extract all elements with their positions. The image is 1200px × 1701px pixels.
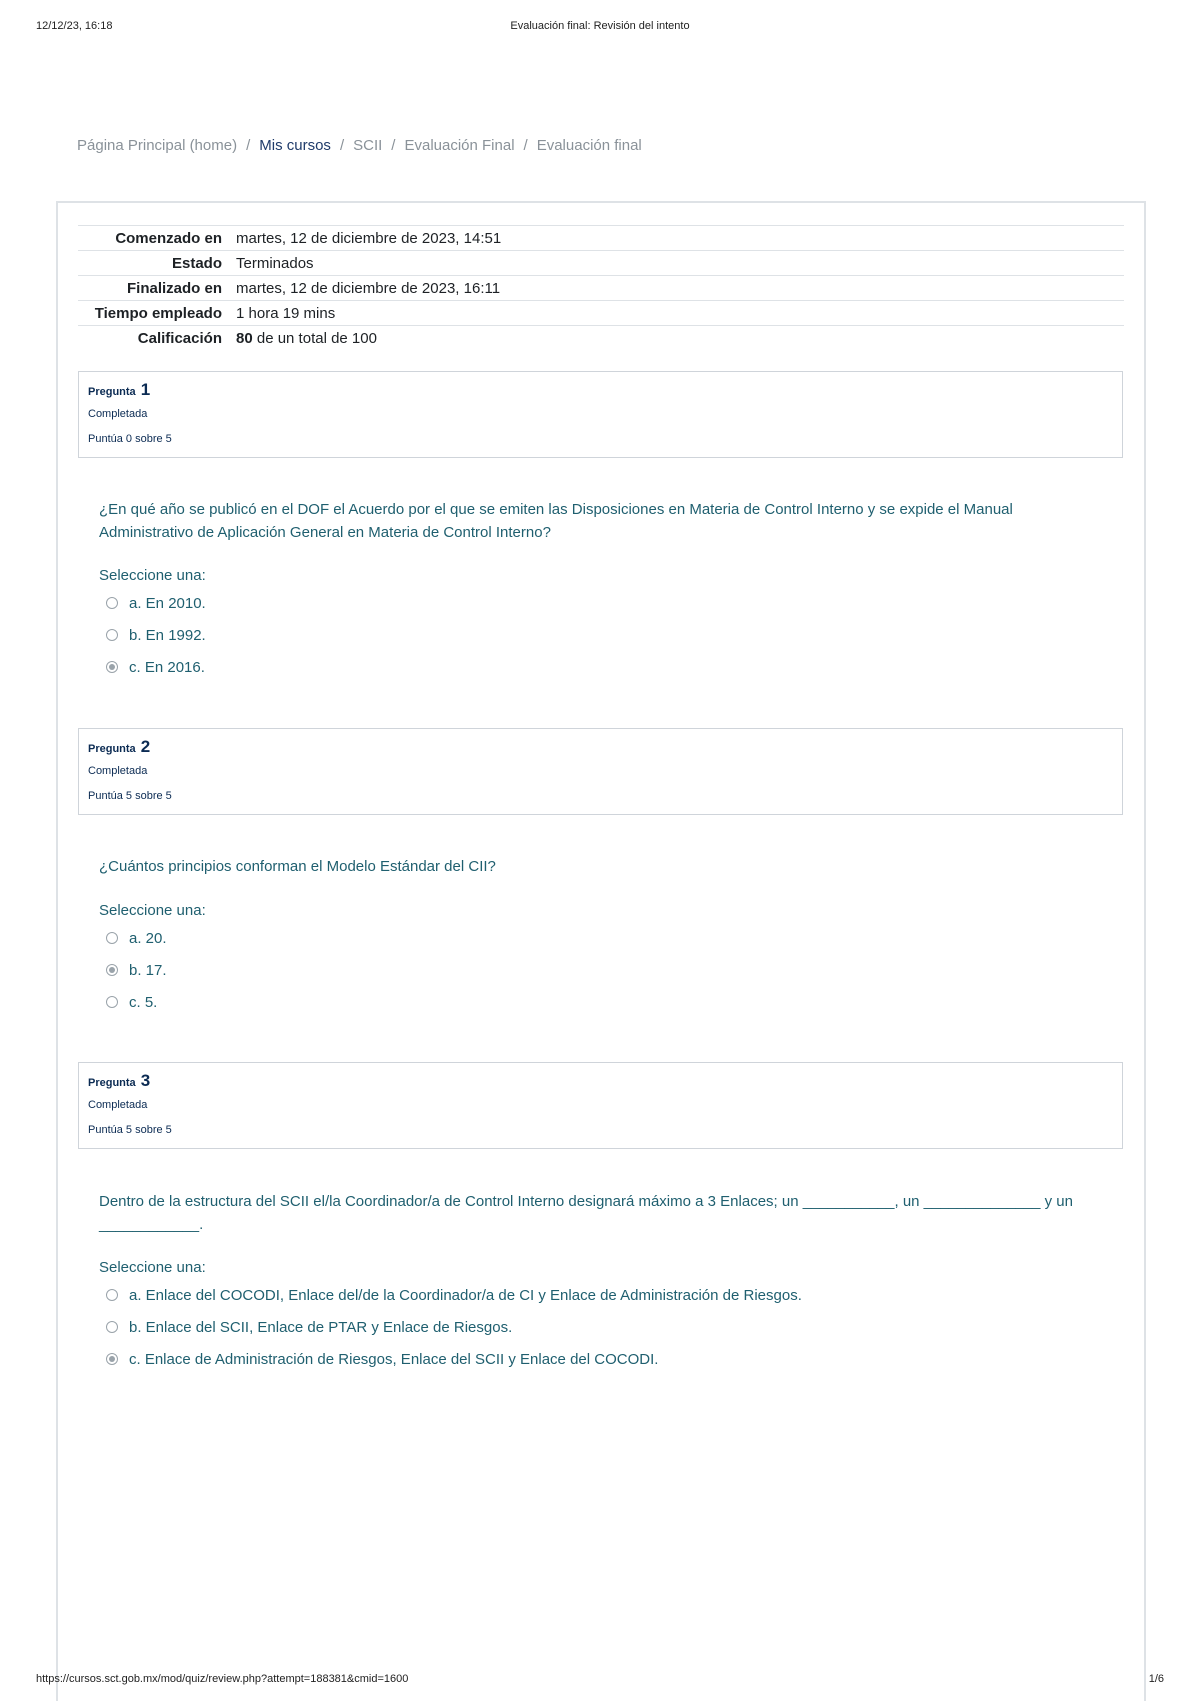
summary-row — [78, 276, 1124, 301]
summary-value: martes, 12 de diciembre de 2023, 14:51 — [236, 229, 502, 247]
radio-button[interactable] — [106, 1289, 118, 1301]
question-state: Completada — [88, 408, 148, 420]
question-info-1 — [78, 371, 1123, 458]
breadcrumb-separator: / — [523, 137, 528, 154]
radio-button[interactable] — [106, 597, 118, 609]
option-label: c. En 2016. — [129, 658, 205, 676]
summary-row — [78, 326, 1124, 351]
option-label: a. Enlace del COCODI, Enlace del/de la Coordinador/a de CI y Enlace de Administración de Riesgos. — [129, 1286, 802, 1304]
print-date: 12/12/23, 16:18 — [36, 20, 113, 32]
option-label: b. 17. — [129, 961, 167, 979]
breadcrumb-separator: / — [391, 137, 396, 154]
breadcrumb — [77, 137, 642, 154]
question-number — [88, 737, 1122, 762]
answer-option[interactable] — [99, 986, 1099, 1018]
summary-label: Tiempo empleado — [94, 304, 222, 322]
option-label: b. Enlace del SCII, Enlace de PTAR y Enlace de Riesgos. — [129, 1318, 513, 1336]
breadcrumb-course[interactable]: SCII — [353, 137, 383, 154]
breadcrumb-section[interactable]: Evaluación Final — [404, 137, 515, 154]
print-url: https://cursos.sct.gob.mx/mod/quiz/review.php?attempt=188381&cmid=1600 — [36, 1673, 409, 1685]
question-grade: Puntúa 5 sobre 5 — [88, 1124, 172, 1136]
answer-option[interactable] — [99, 922, 1099, 954]
answer-option[interactable] — [99, 954, 1099, 986]
radio-button[interactable] — [106, 932, 118, 944]
radio-button[interactable] — [106, 629, 118, 641]
question-info-3 — [78, 1062, 1123, 1149]
question-number-value: 3 — [140, 1071, 151, 1090]
question-number-value: 2 — [140, 737, 151, 756]
answer-option[interactable] — [99, 619, 1099, 651]
select-prompt: Seleccione una: — [99, 902, 206, 919]
print-page-number: 1/6 — [1148, 1673, 1164, 1685]
question-label: Pregunta — [88, 743, 136, 755]
radio-button-selected[interactable] — [106, 661, 118, 673]
breadcrumb-separator: / — [339, 137, 345, 154]
select-prompt: Seleccione una: — [99, 1259, 206, 1276]
option-label: c. Enlace de Administración de Riesgos, Enlace del SCII y Enlace del COCODI. — [129, 1350, 659, 1368]
answer-options-3 — [99, 1279, 1099, 1375]
breadcrumb-home[interactable]: Página Principal (home) — [77, 137, 238, 154]
question-text-2: ¿Cuántos principios conforman el Modelo Estándar del CII? — [99, 858, 496, 875]
question-label: Pregunta — [88, 1077, 136, 1089]
summary-row — [78, 301, 1124, 326]
option-label: a. 20. — [129, 929, 167, 947]
summary-label: Estado — [171, 254, 222, 272]
summary-row — [78, 251, 1124, 276]
breadcrumb-my-courses[interactable]: Mis cursos — [259, 137, 331, 154]
breadcrumb-quiz[interactable]: Evaluación final — [536, 137, 642, 154]
summary-value: 1 hora 19 mins — [236, 304, 336, 322]
summary-label: Calificación — [137, 329, 222, 347]
grade-total: de un total de 100 — [252, 329, 377, 347]
question-label: Pregunta — [88, 386, 136, 398]
answer-options-2 — [99, 922, 1099, 1018]
option-label: b. En 1992. — [129, 626, 206, 644]
question-number — [88, 380, 1122, 405]
question-text-1: ¿En qué año se publicó en el DOF el Acuerdo por el que se emiten las Disposiciones en Materia de Control Interno y se expide el Manual Administrativo de Aplicación General en Materia de Control Interno? — [99, 501, 1013, 541]
print-title: Evaluación final: Revisión del intento — [510, 20, 690, 32]
radio-button[interactable] — [106, 1321, 118, 1333]
question-info-2 — [78, 728, 1123, 815]
select-prompt: Seleccione una: — [99, 567, 206, 584]
answer-option[interactable] — [99, 651, 1099, 683]
answer-options-1 — [99, 587, 1099, 683]
breadcrumb-separator: / — [246, 137, 251, 154]
attempt-summary-table — [78, 225, 1124, 351]
answer-option[interactable] — [99, 1311, 1099, 1343]
option-label: a. En 2010. — [129, 594, 206, 612]
summary-value: martes, 12 de diciembre de 2023, 16:11 — [236, 279, 501, 297]
summary-label: Comenzado en — [115, 229, 222, 247]
summary-label: Finalizado en — [126, 279, 222, 297]
radio-button-selected[interactable] — [106, 964, 118, 976]
question-text-3: Dentro de la estructura del SCII el/la Coordinador/a de Control Interno designará máximo a 3 Enlaces; un ___________, un ______________ y un ____________. — [99, 1193, 1073, 1233]
summary-row — [78, 226, 1124, 251]
summary-value: Terminados — [236, 254, 314, 272]
answer-option[interactable] — [99, 1279, 1099, 1311]
question-state: Completada — [88, 1099, 148, 1111]
question-number-value: 1 — [140, 380, 151, 399]
question-grade: Puntúa 5 sobre 5 — [88, 790, 172, 802]
radio-button[interactable] — [106, 996, 118, 1008]
question-number — [88, 1071, 1122, 1096]
question-grade: Puntúa 0 sobre 5 — [88, 433, 172, 445]
grade-score: 80 — [236, 329, 253, 347]
answer-option[interactable] — [99, 587, 1099, 619]
summary-value — [236, 326, 1124, 351]
answer-option[interactable] — [99, 1343, 1099, 1375]
question-state: Completada — [88, 765, 148, 777]
radio-button-selected[interactable] — [106, 1353, 118, 1365]
option-label: c. 5. — [129, 993, 158, 1011]
